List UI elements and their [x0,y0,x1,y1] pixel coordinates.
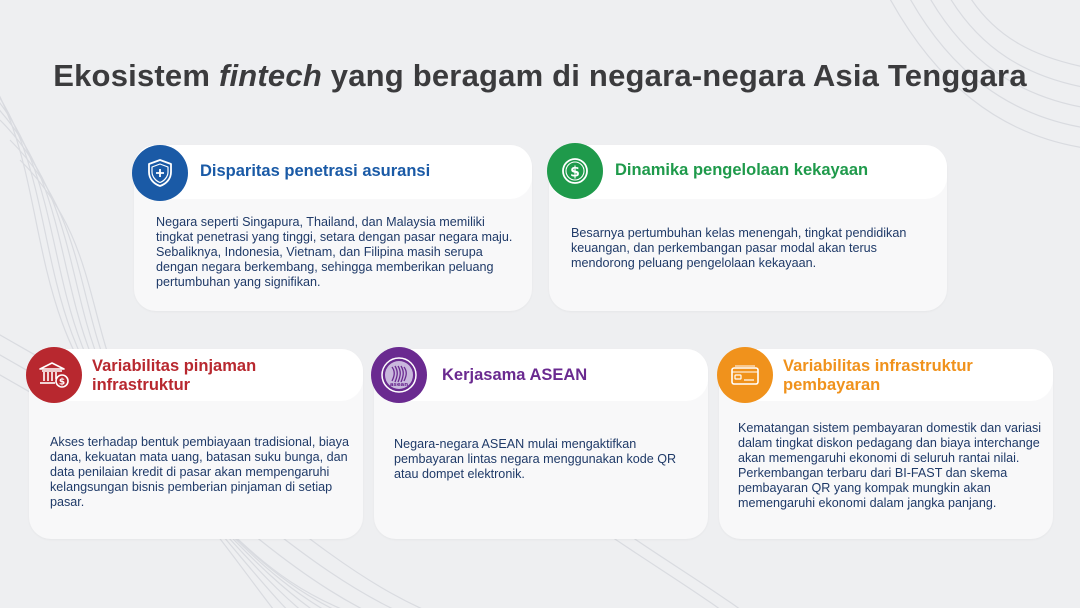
card-title: Dinamika pengelolaan kekayaan [615,161,869,179]
svg-text:asean: asean [389,382,409,388]
card-title: Variabilitas pinjaman infrastruktur [92,357,257,394]
payment-card-icon [717,347,773,403]
bank-coin-icon [26,347,82,403]
svg-text:$: $ [570,164,580,181]
card-title: Kerjasama ASEAN [442,366,588,384]
asean-logo-icon [371,347,427,403]
card-title: Disparitas penetrasi asuransi [200,162,431,180]
card-wealth-management [549,145,947,311]
title-emphasis: fintech [218,58,322,93]
card-title: Variabilitas infrastruktur pembayaran [783,357,973,394]
card-body: Besarnya pertumbuhan kelas menengah, tingkat pendidikan keuangan, dan perkembangan pasar modal akan terus mendorong peluang pengelolaan kekayaan. [571,226,907,270]
shield-plus-icon [132,145,188,201]
title-prefix: Ekosistem [53,58,219,93]
card-body: Negara-negara ASEAN mulai mengaktifkan pembayaran lintas negara menggunakan kode QR atau dompet elektronik. [394,437,677,481]
card-insurance-penetration [134,145,532,311]
dollar-coin-icon [547,143,603,199]
svg-text:$: $ [58,377,66,388]
card-body: Akses terhadap bentuk pembiayaan tradisional, biaya dana, kekuatan mata uang, batasan suku bunga, dan data penilaian kredit di pasar akan mempengaruhi kelangsungan bisnis pemberian pinjaman di setiap pasar. [50,435,349,509]
title-suffix: yang beragam di negara-negara Asia Tenggara [321,58,1027,93]
page-title [0,58,1080,94]
card-body: Negara seperti Singapura, Thailand, dan Malaysia memiliki tingkat penetrasi yang tinggi, setara dengan pasar negara maju. Sebaliknya, Indonesia, Vietnam, dan Filipina masih serupa dengan negara berkembang, sehingga memberikan peluang pertumbuhan yang signifikan. [156,215,513,289]
card-body: Kematangan sistem pembayaran domestik dan variasi dalam tingkat diskon pedagang dan biaya interchange akan memengaruhi ekonomi di seluruh rantai nilai. Perkembangan terbaru dari BI-FAST dan skema pembayaran QR yang kompak mungkin akan memengaruhi ekonomi dalam jangka panjang. [738,421,1042,510]
